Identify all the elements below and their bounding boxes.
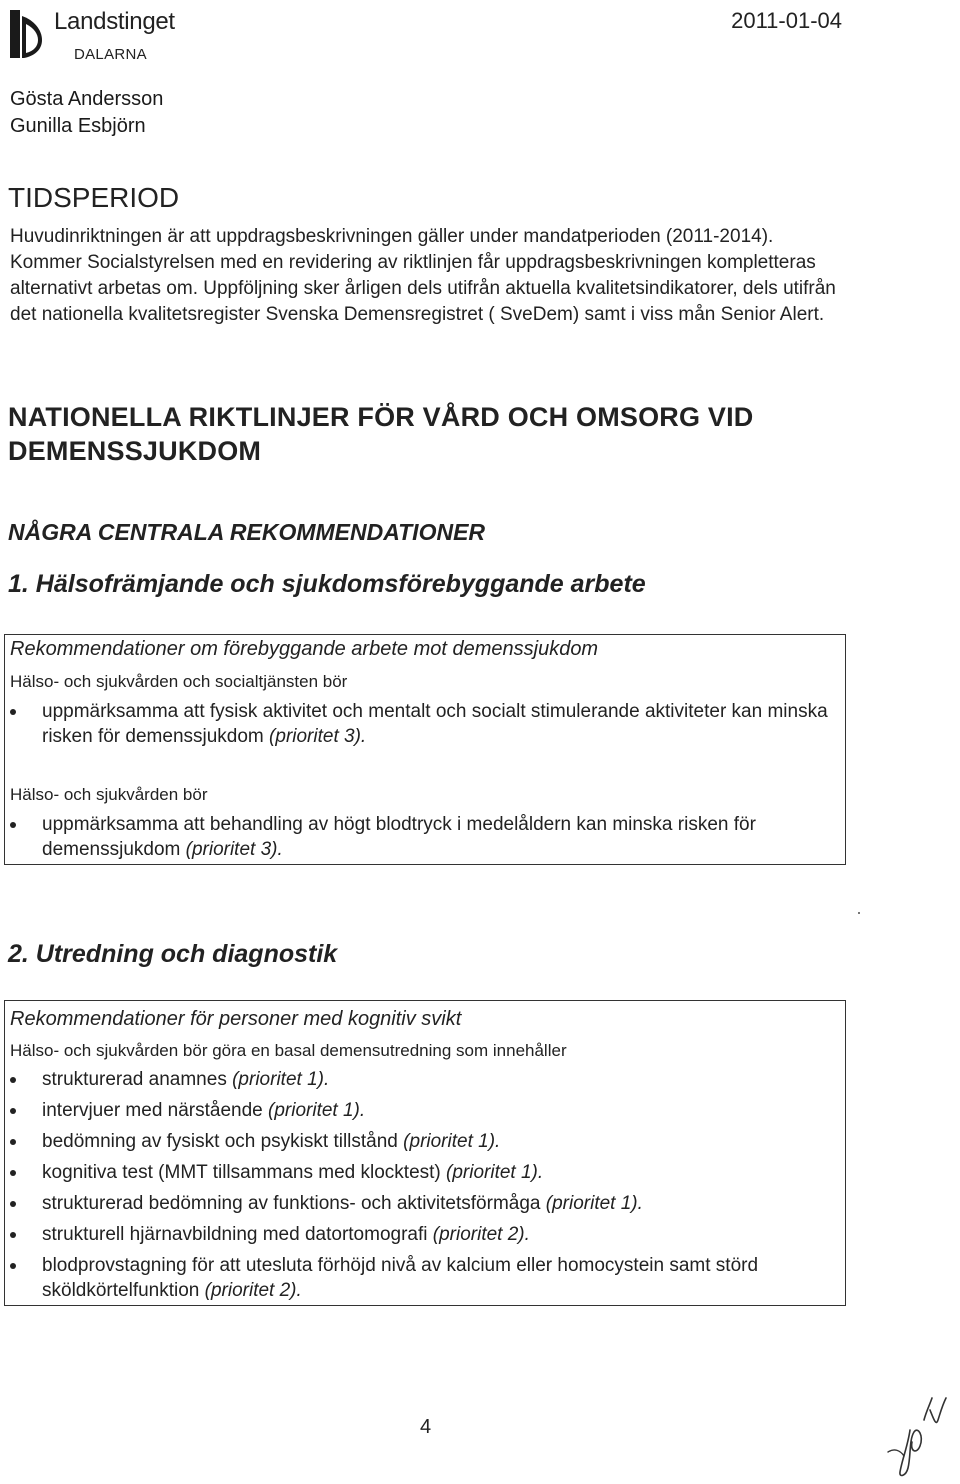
item-text: strukturell hjärnavbildning med datortomografi (42, 1224, 428, 1245)
item-priority: (prioritet 2). (204, 1280, 302, 1301)
prevention-recommendations-box (4, 634, 846, 865)
item-text: strukturerad bedömning av funktions- och aktivitetsförmåga (42, 1193, 541, 1214)
list-item (5, 1253, 843, 1303)
recommendation-intro: Hälso- och sjukvården och socialtjänsten bör (10, 672, 348, 691)
investigation-list (5, 1067, 843, 1303)
item-text: kognitiva test (MMT tillsammans med klocktest) (42, 1162, 441, 1183)
item-priority: (prioritet 2). (432, 1224, 530, 1245)
page-number: 4 (420, 1416, 432, 1438)
item-text: bedömning av fysiskt och psykiskt tillstånd (42, 1131, 398, 1152)
bullet-icon (10, 1201, 16, 1207)
scan-speck (858, 912, 860, 914)
list-item (5, 812, 843, 862)
list-item (5, 1191, 843, 1216)
list-item (5, 1129, 843, 1154)
bullet-icon (10, 1077, 16, 1083)
document-date: 2011-01-04 (731, 8, 842, 33)
box-title: Rekommendationer om förebyggande arbete mot demenssjukdom (10, 638, 599, 660)
handwritten-initials-signature (880, 1390, 955, 1480)
box-title: Rekommendationer för personer med kognitiv svikt (10, 1008, 462, 1030)
authors (10, 86, 163, 140)
list-item (5, 1098, 843, 1123)
author-name: Gösta Andersson (10, 88, 164, 110)
item-priority: (prioritet 3). (269, 726, 367, 747)
bullet-icon (10, 1108, 16, 1114)
bullet-icon (10, 1170, 16, 1176)
item-priority: (prioritet 1). (268, 1100, 366, 1121)
landstinget-logo (8, 6, 208, 66)
bullet-icon (10, 822, 16, 828)
item-text: blodprovstagning för att utesluta förhöjd nivå av kalcium eller homocystein samt störd sköldkörtelfunktion (42, 1255, 759, 1301)
central-recommendations-heading: NÅGRA CENTRALA REKOMMENDATIONER (8, 519, 486, 545)
bullet-icon (10, 1139, 16, 1145)
item-priority: (prioritet 1). (403, 1131, 501, 1152)
item-text: intervjuer med närstående (42, 1100, 263, 1121)
list-item (5, 1067, 843, 1092)
recommendation-intro: Hälso- och sjukvården bör (10, 785, 208, 804)
national-guidelines-heading: NATIONELLA RIKTLINJER FÖR VÅRD OCH OMSORG VID DEMENSSJUKDOM (8, 402, 754, 466)
tidsperiod-heading: TIDSPERIOD (8, 182, 180, 213)
bullet-icon (10, 1263, 16, 1269)
tidsperiod-paragraph: Huvudinriktningen är att uppdragsbeskrivningen gäller under mandatperioden (2011-2014). Kommer Socialstyrelsen med en revidering av riktlinjen får uppdragsbeskrivningen kompletteras alternativt arbetas om. Uppföljning sker årligen dels utifrån aktuella kvalitetsindikatorer, dels utifrån det nationella kvalitetsregister Svenska Demensregistret ( SveDem) samt i viss mån Senior Alert. (10, 226, 836, 325)
item-priority: (prioritet 1). (232, 1069, 330, 1090)
list-item (5, 1160, 843, 1185)
bullet-icon (10, 709, 16, 715)
recommendation-intro: Hälso- och sjukvården bör göra en basal demensutredning som innehåller (10, 1041, 567, 1060)
cognitive-impairment-recommendations-box (4, 1000, 846, 1306)
logo-name: Landstinget (54, 8, 175, 35)
item-priority: (prioritet 1). (545, 1193, 643, 1214)
item-priority: (prioritet 1). (446, 1162, 544, 1183)
list-item (5, 1222, 843, 1247)
author-name: Gunilla Esbjörn (10, 115, 146, 137)
section-2-heading: 2. Utredning och diagnostik (8, 940, 338, 968)
item-text: uppmärksamma att fysisk aktivitet och mentalt och socialt stimulerande aktiviteter kan minska risken för demenssjukdom (42, 701, 828, 747)
item-text: uppmärksamma att behandling av högt blodtryck i medelåldern kan minska risken för demenssjukdom (42, 814, 756, 860)
item-text: strukturerad anamnes (42, 1069, 227, 1090)
list-item (5, 699, 843, 749)
item-priority: (prioritet 3). (185, 839, 283, 860)
logo-subtitle: DALARNA (74, 46, 147, 63)
section-1-heading: 1. Hälsofrämjande och sjukdomsförebyggande arbete (8, 570, 646, 598)
recommendation-list (5, 699, 843, 749)
landstinget-logo-mark-icon (8, 8, 44, 60)
recommendation-list (5, 812, 843, 862)
bullet-icon (10, 1232, 16, 1238)
